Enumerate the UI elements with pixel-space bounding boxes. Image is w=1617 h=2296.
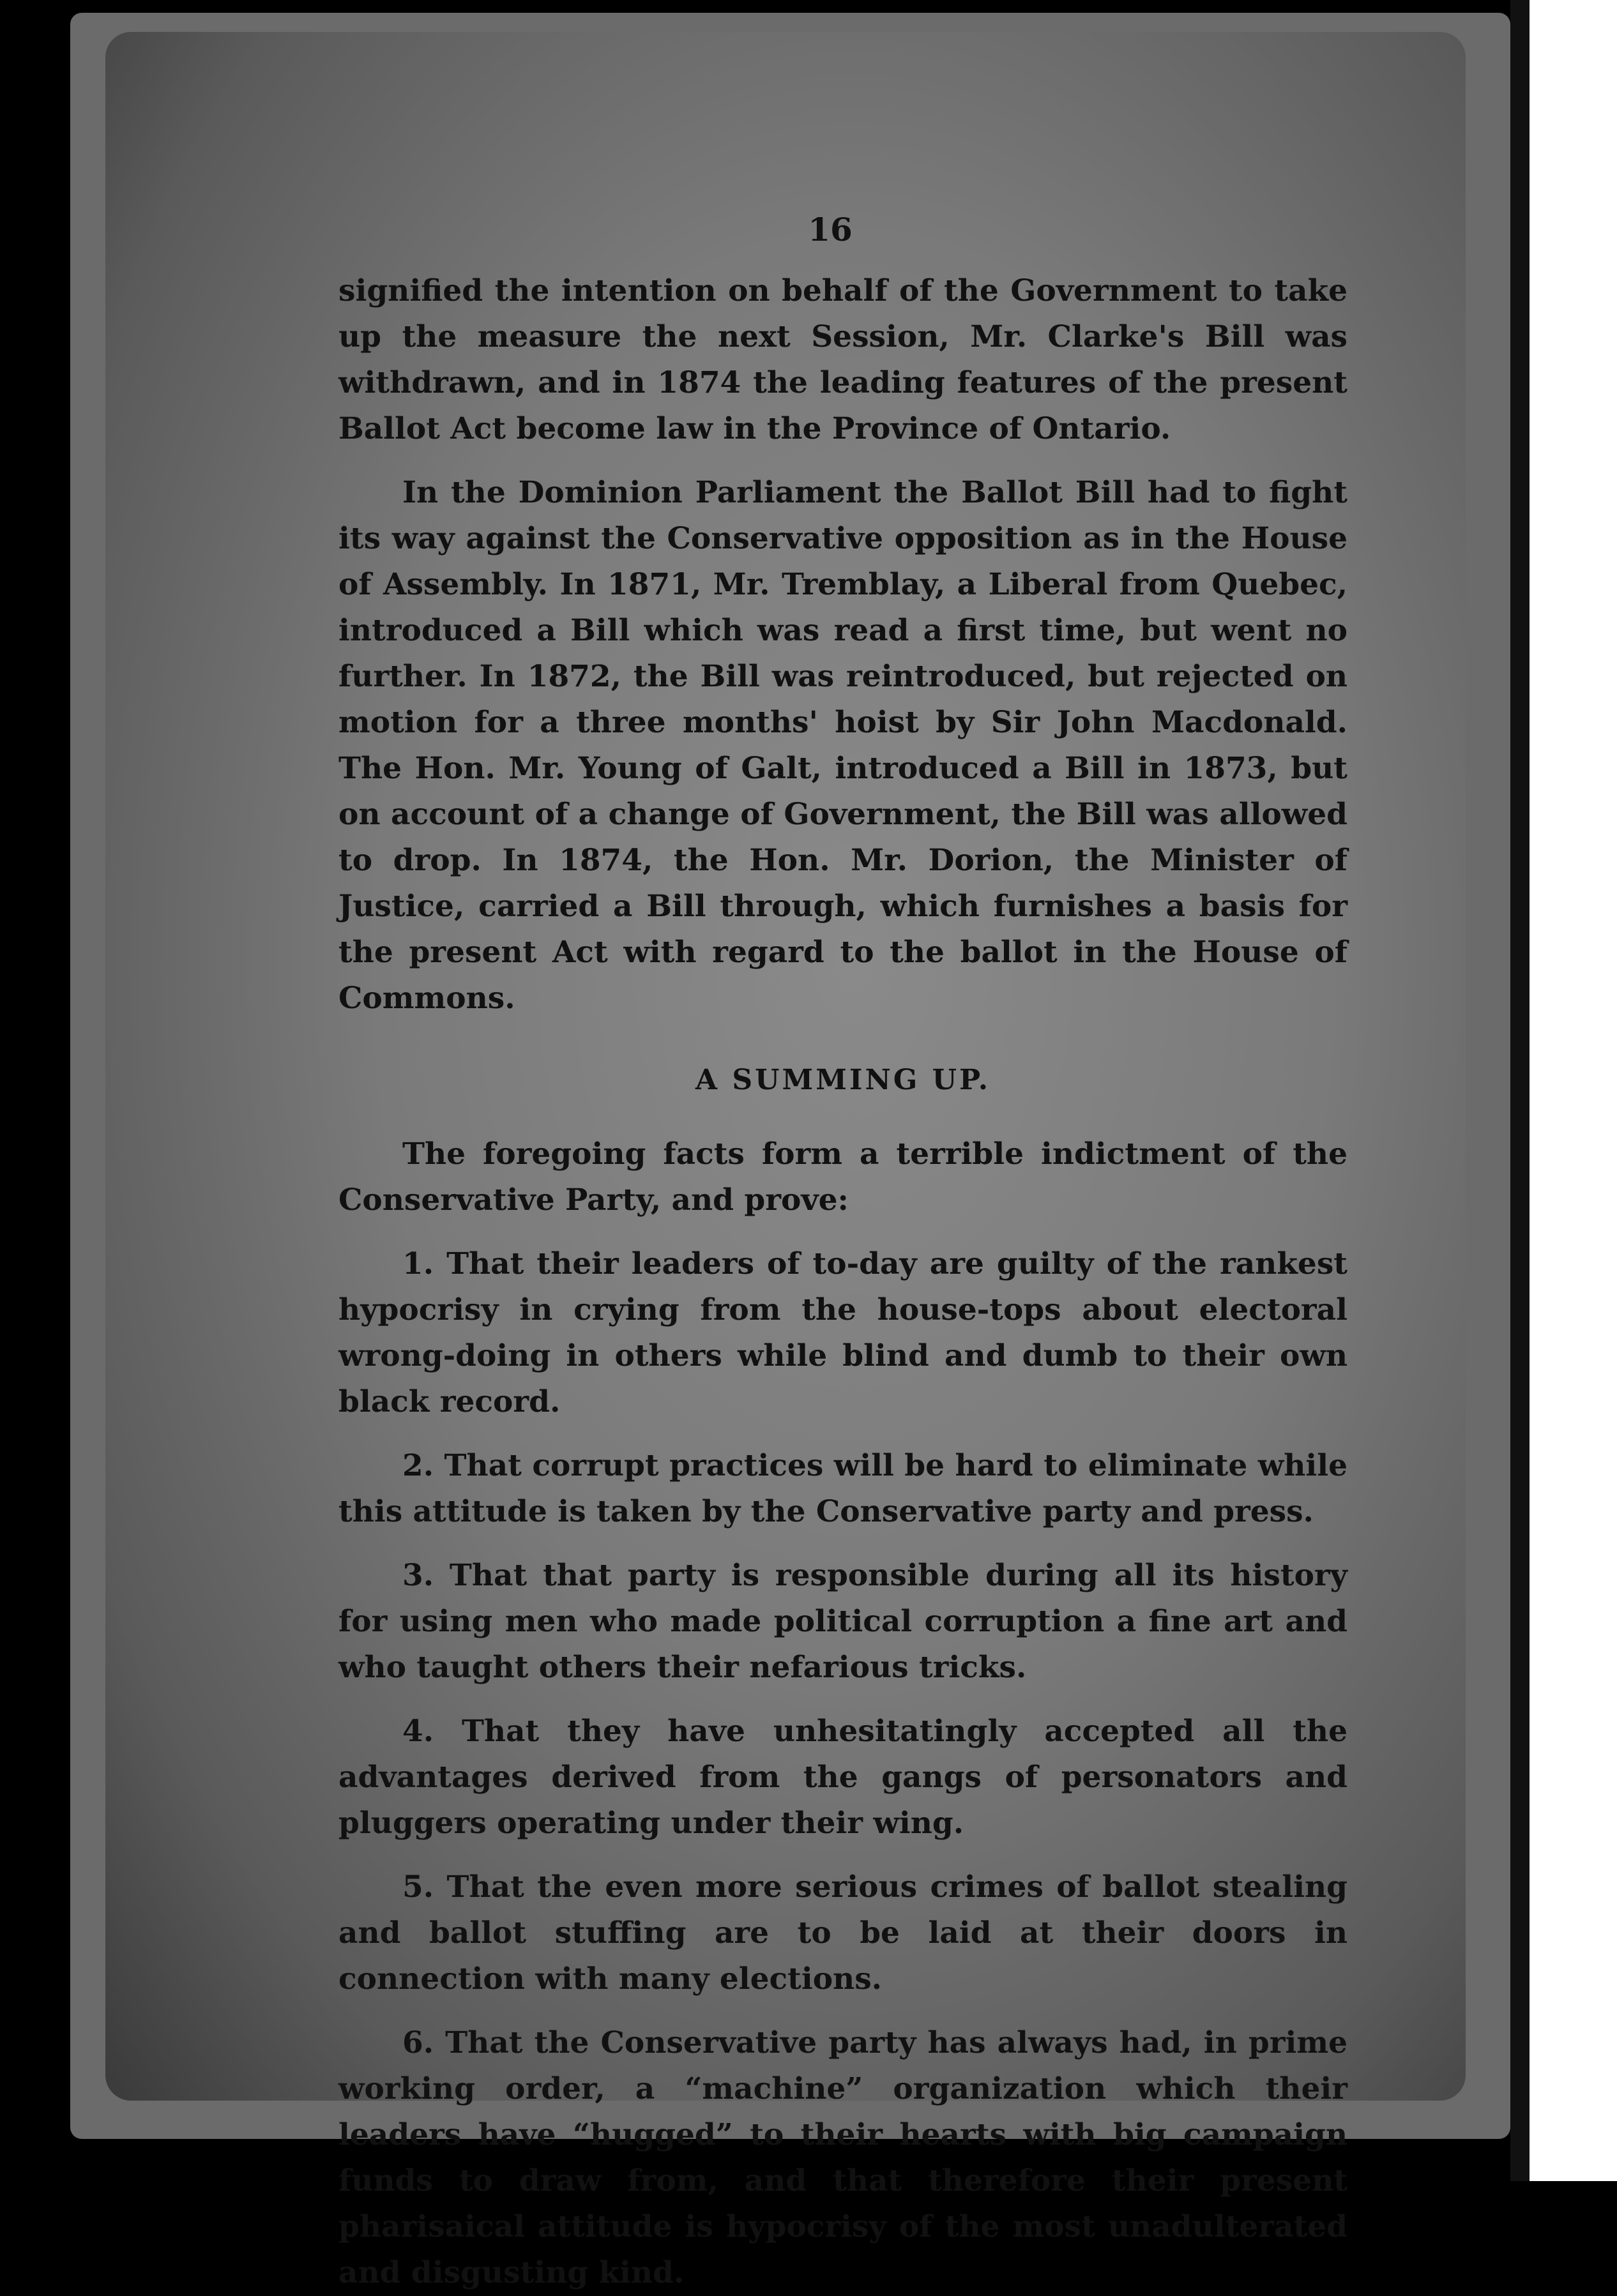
summary-item-3: 3. That that party is responsible during all its history for using men who made political corruption a fine art and who taught others their nefarious tricks. bbox=[338, 1558, 1348, 1685]
summary-item-6: 6. That the Conservative party has always had, in prime working order, a “machine” organization which their leaders have “hugged” to their hearts with big campaign funds to draw from, and that therefore their present pharisaical attitude is hypocrisy of the most unadulterated and disgusting kind. bbox=[338, 2025, 1348, 2290]
page-number: 16 bbox=[808, 211, 853, 248]
scan-border-white bbox=[1530, 0, 1617, 2181]
page-body bbox=[338, 211, 1348, 2296]
section-heading: A SUMMING UP. bbox=[695, 1064, 991, 1096]
summary-item-5: 5. That the even more serious crimes of ballot stealing and ballot stuffing are to be laid at their doors in connection with many elections. bbox=[338, 1869, 1348, 1997]
paragraph-dominion: In the Dominion Parliament the Ballot Bill had to fight its way against the Conservative opposition as in the House of Assembly. In 1871, Mr. Tremblay, a Liberal from Quebec, introduced a Bill which was read a first time, but went no further. In 1872, the Bill was reintroduced, but rejected on motion for a three months' hoist by Sir John Macdonald. The Hon. Mr. Young of Galt, introduced a Bill in 1873, but on account of a change of Government, the Bill was allowed to drop. In 1874, the Hon. Mr. Dorion, the Minister of Justice, carried a Bill through, which furnishes a basis for the present Act with regard to the ballot in the House of Commons. bbox=[338, 475, 1348, 1016]
summary-item-4: 4. That they have unhesitatingly accepted all the advantages derived from the gangs of personators and pluggers operating under their wing. bbox=[338, 1714, 1348, 1841]
summary-item-1: 1. That their leaders of to-day are guilty of the rankest hypocrisy in crying from the house-tops about electoral wrong-doing in others while blind and dumb to their own black record. bbox=[338, 1246, 1348, 1419]
scan-edge-shadow bbox=[1510, 0, 1530, 2181]
summary-item-2: 2. That corrupt practices will be hard to eliminate while this attitude is taken by the Conservative party and press. bbox=[338, 1448, 1348, 1529]
summary-intro: The foregoing facts form a terrible indictment of the Conservative Party, and prove: bbox=[338, 1137, 1348, 1218]
paragraph-continuation: signified the intention on behalf of the Government to take up the measure the next Session, Mr. Clarke's Bill was withdrawn, and in 1874 the leading features of the present Ballot Act become law in the Province of Ontario. bbox=[338, 273, 1348, 446]
